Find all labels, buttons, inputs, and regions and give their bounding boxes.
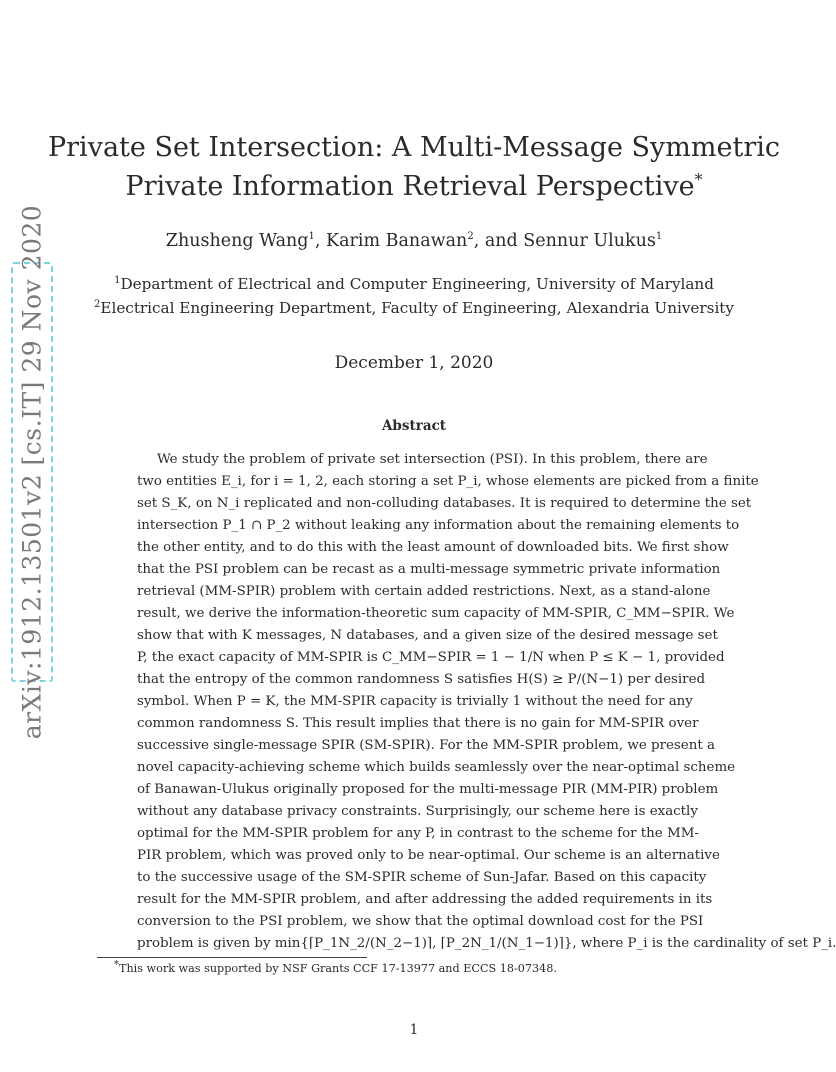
abstract-line: of Banawan-Ulukus originally proposed for the multi-message PIR (MM-PIR) problem (137, 782, 719, 797)
abstract-line: without any database privacy constraints. Surprisingly, our scheme here is exactly (137, 804, 698, 819)
abstract-line: that the entropy of the common randomness S satisfies H(S) ≥ P/(N−1) per desired (137, 672, 706, 687)
author-1: Zhusheng Wang (165, 231, 309, 251)
abstract-line: result for the MM-SPIR problem, and after addressing the added requirements in its (137, 892, 713, 907)
abstract-line: symbol. When P = K, the MM-SPIR capacity is trivially 1 without the need for any (137, 694, 693, 709)
footnote: *This work was supported by NSF Grants CCF 17-13977 and ECCS 18-07348. (114, 959, 557, 975)
abstract-line: problem is given by min{⌈P_1N_2/(N_2−1)⌉, ⌈P_2N_1/(N_1−1)⌉}, where P_i is the cardinality of set P_i. (137, 936, 836, 951)
abstract-line: result, we derive the information-theoretic sum capacity of MM-SPIR, C_MM−SPIR. We (137, 606, 735, 621)
abstract-line: two entities E_i, for i = 1, 2, each storing a set P_i, whose elements are picked from a finite (137, 474, 759, 489)
page-number: 1 (409, 1022, 419, 1038)
abstract-line: novel capacity-achieving scheme which builds seamlessly over the near-optimal scheme (137, 760, 736, 775)
affiliation-1: $^1$Department of Electrical and Computer Engineering, University of Maryland (114, 274, 714, 293)
title-line-2: Private Information Retrieval Perspective* (125, 170, 703, 202)
author-list: Zhusheng Wang$^1$, Karim Banawan$^2$, and Sennur Ulukus$^1$ (165, 231, 663, 251)
abstract-line: PIR problem, which was proved only to be near-optimal. Our scheme is an alternative (137, 848, 720, 863)
abstract-body (137, 449, 836, 955)
abstract-line: intersection P_1 ∩ P_2 without leaking any information about the remaining elements to (137, 518, 740, 533)
abstract-line: conversion to the PSI problem, we show that the optimal download cost for the PSI (137, 914, 704, 929)
footnote-rule (97, 957, 367, 958)
abstract-line: optimal for the MM-SPIR problem for any P, in contrast to the scheme for the MM- (137, 826, 699, 841)
abstract-line: set S_K, on N_i replicated and non-colluding databases. It is required to determine the set (137, 496, 752, 511)
abstract-line: We study the problem of private set intersection (PSI). In this problem, there are (157, 452, 708, 467)
paper-title (0, 128, 828, 206)
abstract-line: the other entity, and to do this with the least amount of downloaded bits. We first show (137, 540, 729, 555)
title-line-1: Private Set Intersection: A Multi-Message Symmetric (47, 132, 781, 163)
abstract-line: successive single-message SPIR (SM-SPIR). For the MM-SPIR problem, we present a (137, 738, 715, 753)
paper-date: December 1, 2020 (334, 353, 494, 373)
author-2: , Karim Banawan (314, 231, 468, 251)
abstract-line: show that with K messages, N databases, and a given size of the desired message set (137, 628, 718, 643)
arxiv-identifier: arXiv:1912.13501v2 [cs.IT] 29 Nov 2020 (17, 204, 47, 740)
abstract-line: to the successive usage of the SM-SPIR scheme of Sun-Jafar. Based on this capacity (137, 870, 707, 885)
affiliation-2: $^2$Electrical Engineering Department, Faculty of Engineering, Alexandria University (94, 298, 734, 317)
abstract-line: retrieval (MM-SPIR) problem with certain added restrictions. Next, as a stand-alone (137, 584, 711, 599)
abstract-heading: Abstract (381, 418, 447, 434)
abstract-line: common randomness S. This result implies that there is no gain for MM-SPIR over (137, 716, 699, 731)
abstract-line: that the PSI problem can be recast as a multi-message symmetric private information (137, 562, 721, 577)
arxiv-stamp (11, 204, 53, 740)
author-3: , and Sennur Ulukus (473, 231, 656, 251)
title-footnote-mark: * (694, 170, 703, 189)
abstract-line: P, the exact capacity of MM-SPIR is C_MM−SPIR = 1 − 1/N when P ≤ K − 1, provided (137, 650, 725, 665)
